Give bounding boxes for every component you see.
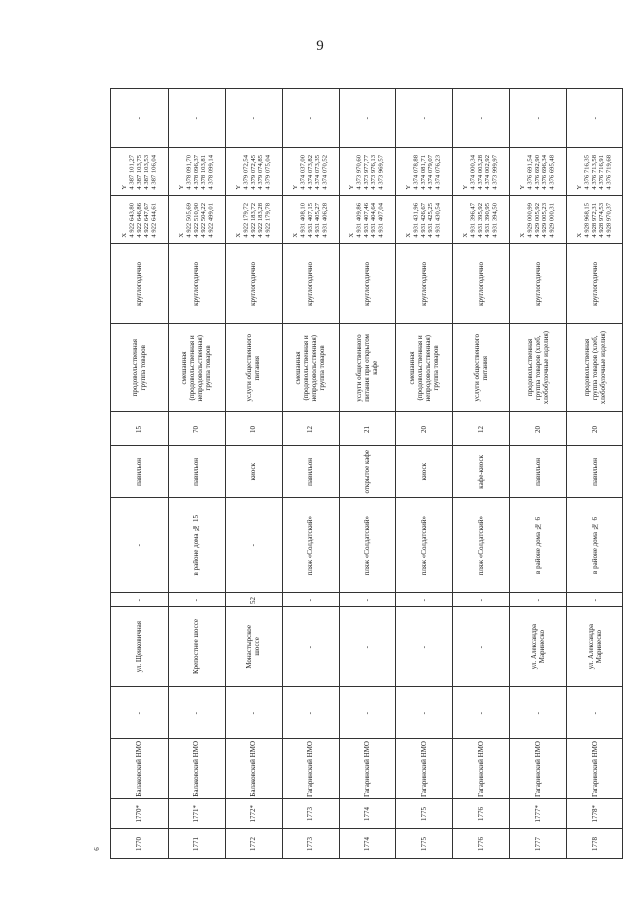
cell-text-area: 20 (533, 425, 542, 433)
cell-c5 (452, 593, 509, 607)
cell-period (339, 244, 396, 324)
cell-district (282, 739, 339, 799)
cell-text-type: павильон (306, 458, 315, 486)
cell-c3 (509, 687, 566, 739)
cell-street (168, 607, 225, 687)
cell-street (566, 607, 623, 687)
cell-text-c5: - (533, 598, 542, 602)
cell-text-c3: - (306, 711, 315, 715)
cell-type (395, 446, 452, 498)
margin-mark: 6 (92, 847, 101, 851)
cell-text-spec: продовольственная группа товаров (131, 339, 148, 397)
cell-text-spec: смешанная (продовольственная и непродовольственная) группа товаров (294, 334, 327, 402)
cell-street (339, 607, 396, 687)
cell-spec (339, 324, 396, 412)
cell-text-house: в районе дома № 6 (590, 517, 599, 574)
cell-text-area: 12 (306, 425, 315, 433)
cell-spec (452, 324, 509, 412)
cell-text-id: 1775 (419, 837, 428, 851)
cell-text-type: павильон (192, 458, 201, 486)
cell-text-spec: смешанная (продовольственная и непродовольственная) группа товаров (180, 334, 213, 402)
cell-id (509, 829, 566, 859)
cell-text-type: киоск (249, 463, 258, 481)
cell-house (395, 498, 452, 593)
cell-text-street: ул. Александра Маринеско (586, 624, 603, 670)
cell-district (566, 739, 623, 799)
cell-area (225, 412, 282, 446)
cell-text-y: Y 4 373 970,60 4 373 977,77 4 373 976,13 4 373 969,57 (348, 154, 386, 190)
cell-text-ref: 1773 (306, 807, 315, 821)
cell-text-ref: 1774 (362, 807, 371, 821)
cell-c3 (395, 687, 452, 739)
cell-c3 (111, 687, 168, 739)
cell-c3 (282, 687, 339, 739)
cell-text-ref: 1777* (533, 805, 542, 823)
cell-district (168, 739, 225, 799)
cell-id (395, 829, 452, 859)
cell-house (339, 498, 396, 593)
cell-note (168, 89, 225, 148)
cell-text-ref: 1771* (192, 805, 201, 823)
cell-text-note: - (135, 117, 144, 120)
cell-period (282, 244, 339, 324)
cell-type (168, 446, 225, 498)
cell-text-note: - (192, 117, 201, 120)
cell-text-period: круглогодично (362, 262, 371, 306)
cell-district (452, 739, 509, 799)
cell-id (282, 829, 339, 859)
cell-x (225, 196, 282, 244)
cell-c5 (395, 593, 452, 607)
cell-text-area: 20 (590, 425, 599, 433)
cell-text-street: ул. Александра Маринеско (529, 624, 546, 670)
cell-text-spec: продовольственная группа товаров (хлеб, хлебобулочные изделия) (525, 331, 550, 405)
cell-text-spec: смешанная (продовольственная и непродовольственная) группа товаров (407, 334, 440, 402)
cell-text-ref: 1778* (590, 805, 599, 823)
cell-text-c3: - (192, 711, 201, 715)
cell-text-c5: - (135, 598, 144, 602)
cell-text-y: Y 4 374 078,88 4 374 081,71 4 374 079,07 4 374 076,23 (405, 154, 442, 190)
cell-text-id: 1770 (135, 837, 144, 851)
cell-area (395, 412, 452, 446)
cell-area (282, 412, 339, 446)
cell-text-house: пляж «Солдатский» (362, 515, 371, 576)
cell-ref (509, 799, 566, 829)
cell-text-street: - (362, 645, 371, 649)
cell-note (339, 89, 396, 148)
cell-text-type: киоск (419, 463, 428, 481)
cell-ref (111, 799, 168, 829)
cell-note (452, 89, 509, 148)
cell-text-note: - (476, 117, 485, 120)
cell-text-house: в районе дома № 6 (533, 517, 542, 574)
cell-text-note: - (419, 117, 428, 120)
cell-note (225, 89, 282, 148)
cell-note (111, 89, 168, 148)
cell-text-house: - (135, 544, 144, 547)
cell-street (395, 607, 452, 687)
cell-type (452, 446, 509, 498)
cell-text-y: Y 4 378 091,70 4 378 096,37 4 378 103,81 4 378 099,14 (177, 154, 215, 190)
cell-ref (168, 799, 225, 829)
cell-text-x: X 4 928 968,15 4 928 972,31 4 928 974,53 4 928 970,37 (576, 202, 613, 238)
cell-district (395, 739, 452, 799)
cell-text-ref: 1775 (419, 807, 428, 821)
cell-house (452, 498, 509, 593)
cell-text-x: X 4 931 431,96 4 931 426,67 4 931 425,25 4 931 430,54 (405, 202, 442, 238)
cell-text-c5: - (192, 598, 201, 602)
cell-street (282, 607, 339, 687)
cell-street (111, 607, 168, 687)
cell-x (566, 196, 623, 244)
cell-ref (282, 799, 339, 829)
cell-x (282, 196, 339, 244)
cell-text-x: X 4 922 643,80 4 922 646,86 4 922 647,67 4 922 644,61 (120, 202, 158, 238)
cell-y (509, 148, 566, 196)
cell-text-y: Y 4 374 037,00 4 374 073,82 4 374 073,35 4 374 070,52 (291, 154, 329, 190)
cell-district (509, 739, 566, 799)
cell-area (452, 412, 509, 446)
cell-text-spec: продовольственная группа товаров (хлеб, хлебобулочные изделия) (582, 331, 607, 405)
cell-id (111, 829, 168, 859)
cell-area (566, 412, 623, 446)
cell-text-id: 1771 (192, 837, 201, 851)
cell-text-c5: - (419, 598, 428, 602)
cell-x (168, 196, 225, 244)
cell-house (225, 498, 282, 593)
cell-house (111, 498, 168, 593)
cell-text-street: Крепостнее шоссе (192, 619, 201, 675)
cell-street (509, 607, 566, 687)
cell-type (566, 446, 623, 498)
cell-text-y: Y 4 376 691,54 4 376 692,90 4 376 696,34 4 376 695,48 (519, 154, 556, 190)
cell-district (339, 739, 396, 799)
cell-period (509, 244, 566, 324)
cell-id (225, 829, 282, 859)
cell-c5 (168, 593, 225, 607)
cell-text-house: пляж «Солдатский» (306, 515, 315, 576)
cell-ref (225, 799, 282, 829)
cell-ref (339, 799, 396, 829)
cell-y (225, 148, 282, 196)
cell-text-type: павильон (135, 458, 144, 486)
cell-text-district: Гагаринский НМО (590, 740, 599, 798)
cell-c5 (282, 593, 339, 607)
cell-text-area: 15 (135, 425, 144, 433)
cell-c3 (566, 687, 623, 739)
cell-period (566, 244, 623, 324)
cell-text-x: X 4 931 396,47 4 931 395,92 4 931 390,95 4 931 394,50 (462, 202, 499, 238)
cell-type (509, 446, 566, 498)
cell-y (395, 148, 452, 196)
locations-table (110, 88, 623, 859)
page-number: 9 (316, 38, 324, 54)
cell-text-x: X 4 931 408,10 4 931 407,15 4 931 405,27 4 931 406,28 (291, 202, 329, 238)
cell-y (168, 148, 225, 196)
cell-text-type: кафе-киоск (476, 455, 485, 489)
cell-x (111, 196, 168, 244)
cell-text-district: Гагаринский НМО (306, 740, 315, 798)
cell-type (282, 446, 339, 498)
cell-spec (282, 324, 339, 412)
cell-text-c5: - (476, 598, 485, 602)
cell-spec (509, 324, 566, 412)
cell-c3 (168, 687, 225, 739)
cell-text-period: круглогодично (249, 262, 258, 306)
cell-spec (168, 324, 225, 412)
cell-text-c5: - (590, 598, 599, 602)
cell-c5 (111, 593, 168, 607)
cell-period (111, 244, 168, 324)
cell-period (225, 244, 282, 324)
cell-spec (225, 324, 282, 412)
cell-y (566, 148, 623, 196)
cell-text-spec: услуги общественного питания при открытом кафе (354, 334, 379, 402)
cell-district (225, 739, 282, 799)
cell-spec (111, 324, 168, 412)
cell-text-street: - (476, 645, 485, 649)
cell-period (452, 244, 509, 324)
cell-c5 (566, 593, 623, 607)
cell-house (168, 498, 225, 593)
cell-x (395, 196, 452, 244)
cell-text-ref: 1776 (476, 807, 485, 821)
cell-text-ref: 1772* (249, 805, 258, 823)
cell-text-district: Балаковский НМО (249, 741, 258, 797)
cell-period (168, 244, 225, 324)
cell-text-street: ул. Щеиковичная (135, 621, 144, 673)
cell-text-ref: 1770* (135, 805, 144, 823)
cell-text-period: круглогодично (135, 262, 144, 306)
cell-text-id: 1774 (362, 837, 371, 851)
cell-type (111, 446, 168, 498)
cell-text-id: 1772 (249, 837, 258, 851)
cell-text-x: X 4 931 409,86 4 931 407,46 4 931 404,64 4 931 407,04 (348, 202, 386, 238)
cell-text-period: круглогодично (476, 262, 485, 306)
cell-id (339, 829, 396, 859)
cell-ref (452, 799, 509, 829)
cell-text-y: Y 4 374 000,34 4 374 003,28 4 374 002,92 4 373 999,97 (462, 154, 499, 190)
cell-text-area: 21 (362, 425, 371, 433)
cell-text-note: - (306, 117, 315, 120)
cell-text-c3: - (362, 711, 371, 715)
cell-text-spec: услуги общественного питания (472, 334, 489, 402)
cell-period (395, 244, 452, 324)
cell-text-y: Y 4 379 072,54 4 379 072,45 4 379 074,85 4 379 075,04 (234, 154, 272, 190)
cell-text-c3: - (249, 711, 258, 715)
cell-text-x: X 4 922 505,69 4 922 510,90 4 922 504,22 4 922 499,01 (177, 202, 215, 238)
cell-ref (395, 799, 452, 829)
cell-y (452, 148, 509, 196)
cell-street (225, 607, 282, 687)
cell-note (509, 89, 566, 148)
cell-text-area: 12 (476, 425, 485, 433)
cell-text-id: 1776 (476, 837, 485, 851)
cell-text-type: павильон (533, 458, 542, 486)
cell-house (566, 498, 623, 593)
cell-text-x: X 4 922 179,72 4 922 183,72 4 922 183,28 4 922 179,78 (234, 202, 272, 238)
cell-text-district: Гагаринский НМО (476, 740, 485, 798)
cell-text-house: - (249, 544, 258, 547)
cell-type (225, 446, 282, 498)
cell-text-district: Балаковский НМО (192, 741, 201, 797)
cell-c3 (339, 687, 396, 739)
cell-text-house: пляж «Солдатский» (476, 515, 485, 576)
cell-spec (395, 324, 452, 412)
cell-id (168, 829, 225, 859)
cell-text-district: Гагаринский НМО (533, 740, 542, 798)
cell-spec (566, 324, 623, 412)
cell-area (509, 412, 566, 446)
cell-text-c3: - (533, 711, 542, 715)
cell-ref (566, 799, 623, 829)
cell-text-y: Y 4 376 716,35 4 376 713,58 4 376 716,91 4 376 719,68 (576, 154, 613, 190)
cell-text-id: 1773 (306, 837, 315, 851)
cell-text-district: Балаковский НМО (135, 741, 144, 797)
cell-y (111, 148, 168, 196)
cell-y (282, 148, 339, 196)
cell-text-period: круглогодично (533, 262, 542, 306)
cell-text-district: Гагаринский НМО (362, 740, 371, 798)
cell-text-area: 10 (249, 425, 258, 433)
cell-text-id: 1777 (533, 837, 542, 851)
cell-note (566, 89, 623, 148)
cell-y (339, 148, 396, 196)
cell-text-note: - (362, 117, 371, 120)
cell-c5 (225, 593, 282, 607)
cell-district (111, 739, 168, 799)
cell-type (339, 446, 396, 498)
cell-note (282, 89, 339, 148)
cell-area (339, 412, 396, 446)
cell-x (509, 196, 566, 244)
cell-text-period: круглогодично (590, 262, 599, 306)
cell-note (395, 89, 452, 148)
cell-c5 (339, 593, 396, 607)
cell-text-c5: - (362, 598, 371, 602)
cell-id (452, 829, 509, 859)
cell-id (566, 829, 623, 859)
cell-text-c3: - (590, 711, 599, 715)
cell-text-y: Y 4 387 101,27 4 387 103,75 4 387 103,53 4 387 106,04 (120, 154, 158, 190)
cell-text-c5: 52 (249, 596, 258, 604)
cell-text-type: открытое кафе (362, 450, 371, 494)
cell-area (111, 412, 168, 446)
cell-text-note: - (249, 117, 258, 120)
cell-text-area: 70 (192, 425, 201, 433)
cell-house (509, 498, 566, 593)
cell-text-c3: - (135, 711, 144, 715)
cell-x (452, 196, 509, 244)
cell-c5 (509, 593, 566, 607)
cell-text-c3: - (476, 711, 485, 715)
cell-house (282, 498, 339, 593)
cell-text-period: круглогодично (192, 262, 201, 306)
cell-text-spec: услуги общественного питания (245, 334, 262, 402)
cell-text-x: X 4 929 000,99 4 929 005,92 4 929 005,23 4 929 000,31 (519, 202, 556, 238)
cell-text-area: 20 (419, 425, 428, 433)
cell-text-note: - (590, 117, 599, 120)
cell-text-c3: - (419, 711, 428, 715)
cell-x (339, 196, 396, 244)
cell-text-period: круглогодично (306, 262, 315, 306)
cell-text-type: павильон (590, 458, 599, 486)
cell-text-street: - (306, 645, 315, 649)
cell-street (452, 607, 509, 687)
cell-text-c5: - (306, 598, 315, 602)
cell-text-street: - (419, 645, 428, 649)
cell-area (168, 412, 225, 446)
cell-text-id: 1778 (590, 837, 599, 851)
cell-text-house: пляж «Солдатский» (419, 515, 428, 576)
cell-text-house: в районе дома № 15 (192, 515, 201, 576)
cell-text-note: - (533, 117, 542, 120)
cell-text-period: круглогодично (419, 262, 428, 306)
cell-text-district: Гагаринский НМО (419, 740, 428, 798)
cell-text-street: Монастырское шоссе (245, 625, 262, 669)
cell-c3 (452, 687, 509, 739)
cell-c3 (225, 687, 282, 739)
